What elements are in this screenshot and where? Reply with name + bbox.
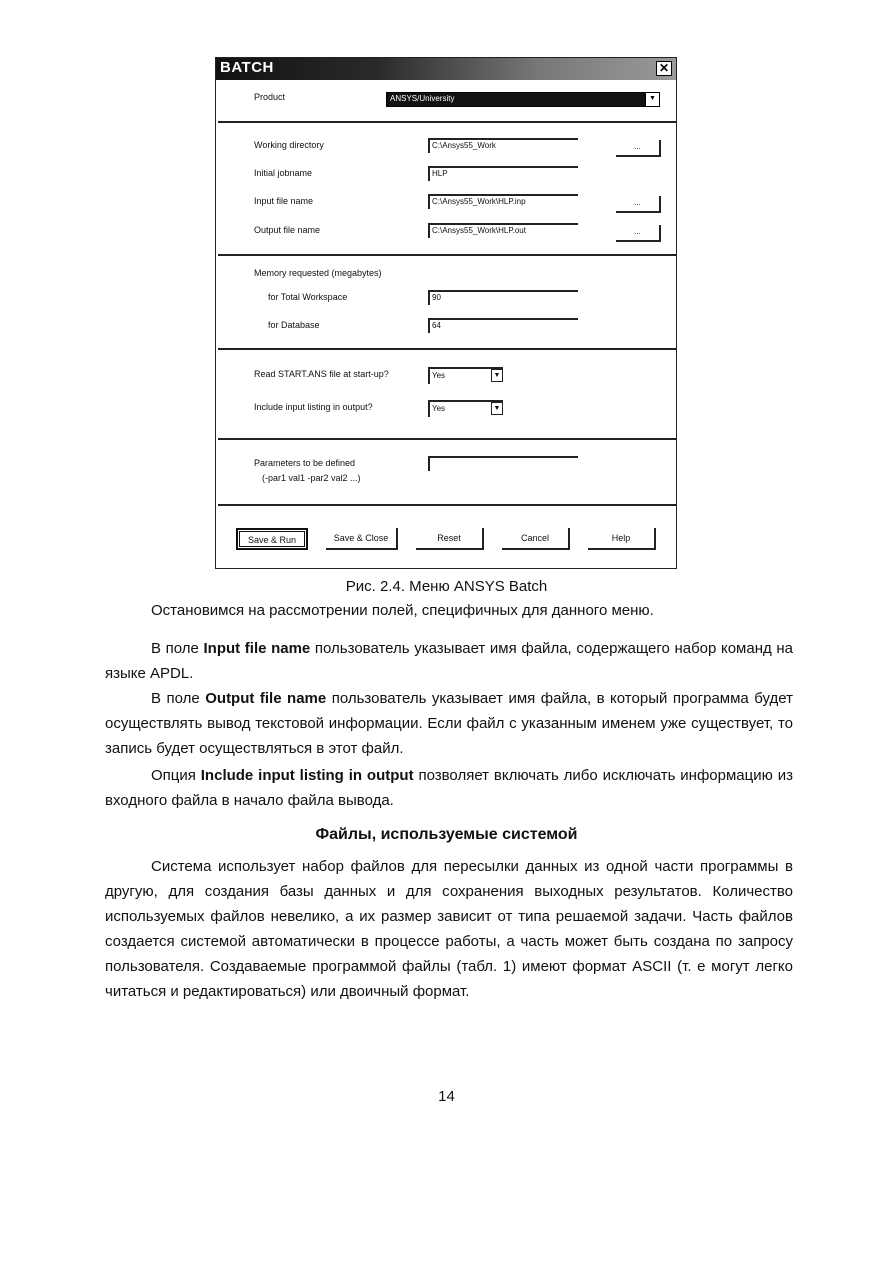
workspace-label: for Total Workspace [268,292,348,302]
parameters-field[interactable] [428,456,578,471]
input-file-field[interactable]: C:\Ansys55_Work\HLP.inp [428,194,578,209]
read-start-label: Read START.ANS file at start-up? [254,369,389,379]
read-start-value: Yes [432,371,446,380]
database-field[interactable]: 64 [428,318,578,333]
product-select[interactable] [386,92,660,107]
paragraph-intro: Остановимся на рассмотрении полей, специфичных для данного меню. [151,602,654,619]
reset-button[interactable]: Reset [416,528,484,550]
include-listing-select[interactable] [428,400,503,417]
database-label: for Database [268,320,320,330]
initial-jobname-field[interactable]: HLP [428,166,578,181]
divider [218,438,676,440]
save-close-button[interactable]: Save & Close [326,528,398,550]
initial-jobname-label: Initial jobname [254,168,313,178]
output-file-field[interactable]: C:\Ansys55_Work\HLP.out [428,223,578,238]
memory-label: Memory requested (megabytes) [254,268,382,278]
page-number: 14 [438,1088,455,1105]
working-directory-label: Working directory [254,140,324,150]
figure-caption: Рис. 2.4. Меню ANSYS Batch [345,578,548,595]
close-icon[interactable]: ✕ [656,61,672,76]
paragraph-include-listing: Опция Include input listing in output позволяет включать либо исключать информацию из входного файла в начало файла вывода. [105,767,793,809]
save-run-button[interactable]: Save & Run [236,528,308,550]
read-start-select[interactable] [428,367,503,384]
chevron-down-icon[interactable]: ▼ [491,402,503,415]
paragraph-output-file: В поле Output file name пользователь указывает имя файла, в который программа будет осуществлять вывод текстовой информации. Если файл с указанным именем уже существует, то запись будет осуществляться в этот файл. [105,690,793,757]
output-file-browse-button[interactable]: ... [616,225,661,242]
cancel-button[interactable]: Cancel [502,528,570,550]
chevron-down-icon[interactable]: ▼ [645,93,659,106]
help-button[interactable]: Help [588,528,656,550]
term-output-file: Output file name [205,690,327,707]
parameters-label: Parameters to be defined [254,458,356,468]
workspace-field[interactable]: 90 [428,290,578,305]
paragraph-body: Система использует набор файлов для пересылки данных из одной части программы в другую, для создания базы данных и для сохранения выходных результатов. Количество используемых файлов невелико, а их размер зависит от типа решаемой задачи. Часть файлов создается системой автоматически в процессе работы, а часть может быть создана по запросу пользователя. Создаваемые программой файлы (табл. 1) имеют формат ASCII (т. е могут легко читаться и редактироваться) или двоичный формат. [105,858,793,1000]
title-bar[interactable] [216,58,676,80]
product-label: Product [254,92,286,102]
term-include-listing: Include input listing in output [200,767,414,784]
batch-dialog [215,57,677,569]
input-file-browse-button[interactable]: ... [616,196,661,213]
section-heading: Файлы, используемые системой [315,826,578,843]
product-value: ANSYS/University [390,94,455,103]
working-directory-browse-button[interactable]: ... [616,140,661,157]
chevron-down-icon[interactable]: ▼ [491,369,503,382]
dialog-title: BATCH [220,59,274,76]
paragraph-input-file: В поле Input file name пользователь указывает имя файла, содержащего набор команд на языке APDL. [105,640,794,682]
working-directory-field[interactable]: C:\Ansys55_Work [428,138,578,153]
divider [218,504,676,506]
divider [218,254,676,256]
divider [218,348,676,350]
output-file-label: Output file name [254,225,321,235]
parameters-hint: (-par1 val1 -par2 val2 ...) [262,473,361,483]
term-input-file: Input file name [203,640,311,657]
include-listing-label: Include input listing in output? [254,402,373,412]
input-file-label: Input file name [254,196,314,206]
include-listing-value: Yes [432,404,446,413]
divider [218,121,676,123]
